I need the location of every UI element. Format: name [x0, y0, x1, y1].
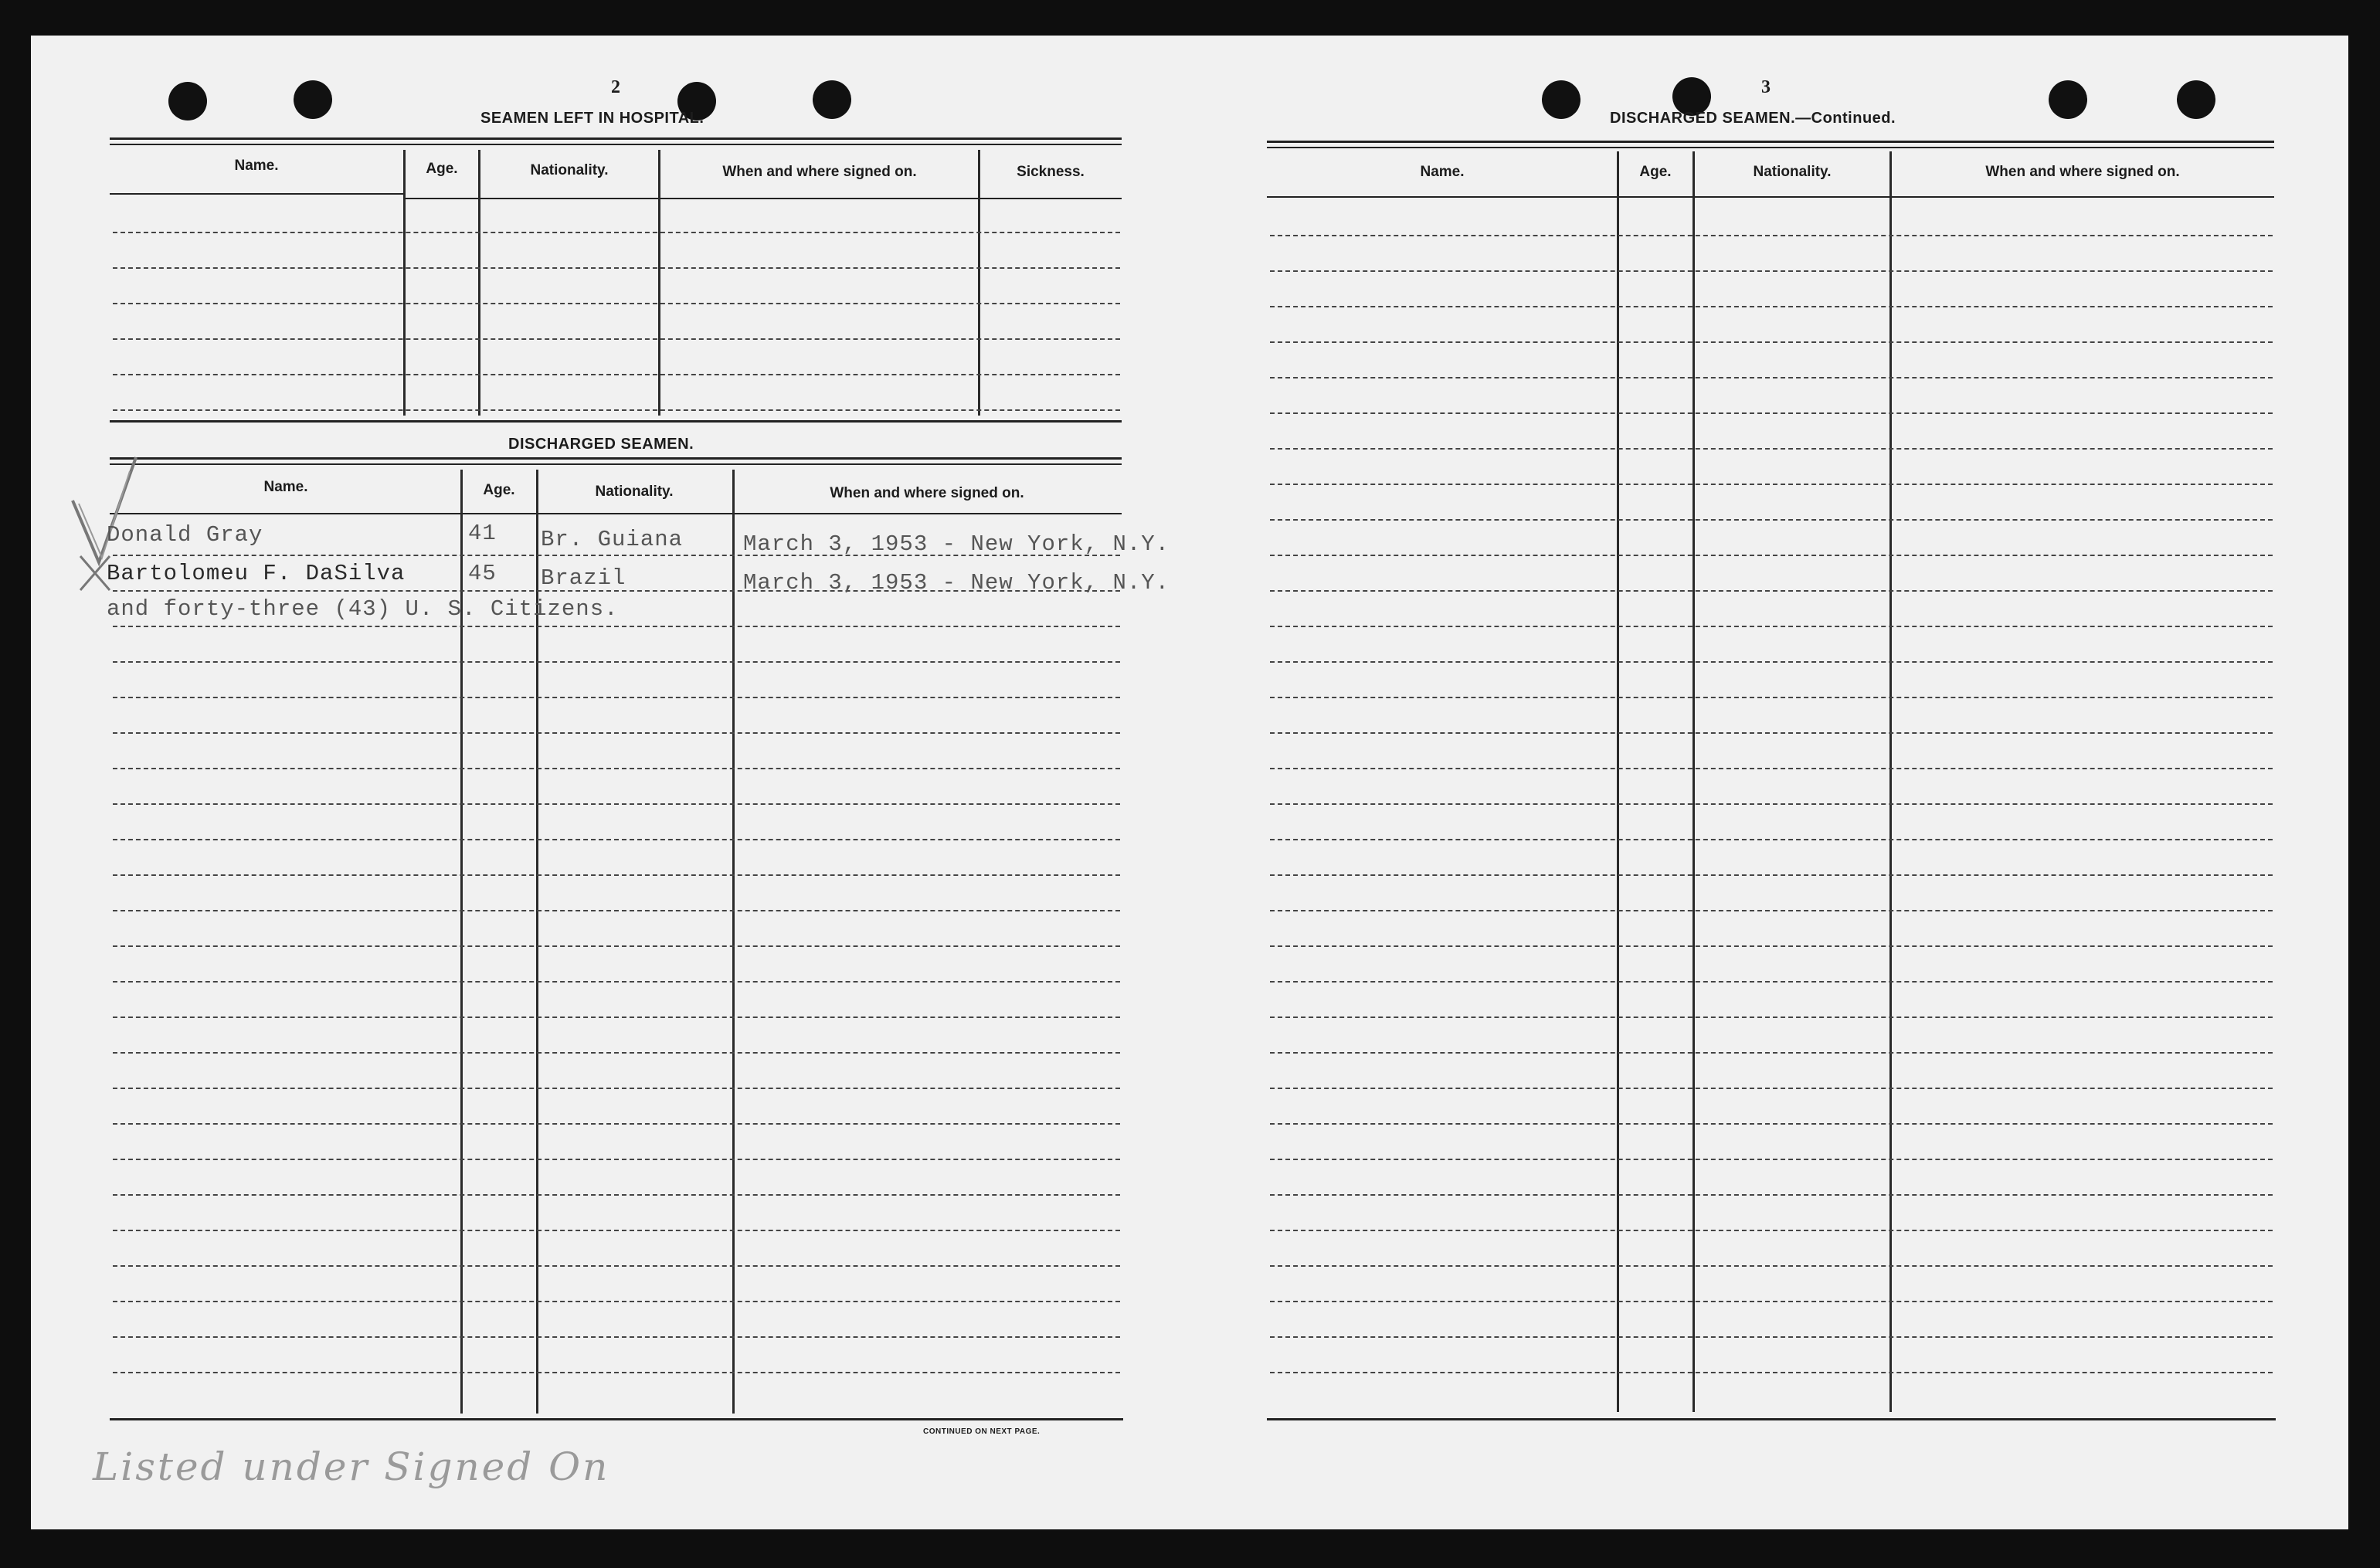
ruled-line	[1270, 945, 2273, 947]
seaman-2-age: 45	[468, 561, 497, 586]
seaman-1-name: Donald Gray	[107, 522, 263, 548]
ruled-line	[1270, 448, 2273, 450]
punch-hole	[1542, 80, 1580, 119]
ruled-line	[113, 1159, 1120, 1160]
right-col-divider	[1617, 151, 1619, 1412]
hospital-col-divider	[978, 150, 980, 416]
ruled-line	[113, 981, 1120, 983]
hospital-col-sickness: Sickness.	[1017, 164, 1085, 180]
handwritten-note: Listed under Signed On	[93, 1444, 610, 1489]
ruled-line	[1270, 306, 2273, 307]
hospital-header-rule	[110, 193, 403, 195]
us-citizens-note: and forty-three (43) U. S. Citizens.	[107, 596, 619, 622]
page-number-right: 3	[1761, 77, 1771, 97]
ruled-line	[1270, 839, 2273, 840]
right-col-divider	[1692, 151, 1695, 1412]
ruled-line	[113, 1265, 1120, 1267]
page-number-left: 2	[611, 77, 620, 97]
ruled-line	[1270, 341, 2273, 343]
discharged-col-age: Age.	[483, 482, 515, 498]
ruled-line	[113, 945, 1120, 947]
hospital-col-divider	[658, 150, 660, 416]
ruled-line	[113, 768, 1120, 769]
ruled-line	[1270, 732, 2273, 734]
hospital-section-title: SEAMEN LEFT IN HOSPITAL.	[480, 110, 704, 127]
discharged-col-nationality: Nationality.	[595, 484, 674, 500]
continued-footer: CONTINUED ON NEXT PAGE.	[923, 1427, 1041, 1436]
ruled-line	[113, 374, 1120, 375]
discharged-col-signed-on: When and where signed on.	[830, 485, 1024, 501]
seaman-1-signed-on: March 3, 1953 - New York, N.Y.	[743, 531, 1170, 557]
ruled-line	[113, 697, 1120, 698]
ruled-line	[113, 1372, 1120, 1373]
right-top-rule-2	[1267, 147, 2274, 148]
discharged-top-rule	[110, 457, 1122, 460]
punch-hole	[2049, 80, 2087, 119]
ruled-line	[1270, 1159, 2273, 1160]
ruled-line	[1270, 590, 2273, 592]
ruled-line	[1270, 697, 2273, 698]
discharged-continued-title: DISCHARGED SEAMEN.—Continued.	[1610, 110, 1896, 127]
discharged-section-title: DISCHARGED SEAMEN.	[508, 436, 694, 453]
ruled-line	[1270, 412, 2273, 414]
hospital-col-nationality: Nationality.	[530, 162, 609, 178]
document-sheet	[31, 36, 2348, 1529]
ruled-line	[113, 1052, 1120, 1054]
ruled-line	[1270, 377, 2273, 378]
ruled-line	[1270, 874, 2273, 876]
discharged-top-rule-2	[110, 463, 1122, 465]
ruled-line	[1270, 1265, 2273, 1267]
seaman-1-age: 41	[468, 521, 497, 546]
ruled-line	[1270, 768, 2273, 769]
ruled-line	[1270, 1372, 2273, 1373]
ruled-line	[1270, 1230, 2273, 1231]
ruled-line	[1270, 1088, 2273, 1089]
ruled-line	[1270, 519, 2273, 521]
ruled-line	[1270, 270, 2273, 272]
ruled-line	[113, 1230, 1120, 1231]
ruled-line	[113, 626, 1120, 627]
ruled-line	[1270, 981, 2273, 983]
ruled-line	[113, 874, 1120, 876]
ruled-line	[1270, 1123, 2273, 1125]
ruled-line	[1270, 1301, 2273, 1302]
hospital-col-signed-on: When and where signed on.	[722, 164, 917, 180]
ruled-line	[113, 910, 1120, 911]
right-header-rule	[1267, 196, 2274, 198]
right-col-signed-on: When and where signed on.	[1985, 164, 2180, 180]
ruled-line	[1270, 803, 2273, 805]
ruled-line	[1270, 910, 2273, 911]
hospital-bottom-rule	[110, 420, 1122, 423]
punch-hole	[2177, 80, 2215, 119]
discharged-col-name: Name.	[263, 479, 308, 495]
hospital-col-divider	[478, 150, 480, 416]
ruled-line	[113, 338, 1120, 340]
ruled-line	[1270, 235, 2273, 236]
ruled-line	[1270, 1194, 2273, 1196]
punch-hole	[813, 80, 851, 119]
hospital-top-rule-2	[110, 144, 1122, 145]
ruled-line	[113, 839, 1120, 840]
ruled-line	[113, 232, 1120, 233]
right-col-age: Age.	[1639, 164, 1672, 180]
ruled-line	[113, 1194, 1120, 1196]
seaman-1-nationality: Br. Guiana	[541, 527, 684, 552]
right-col-nationality: Nationality.	[1753, 164, 1832, 180]
ruled-line	[1270, 661, 2273, 663]
discharged-header-rule	[110, 513, 1122, 514]
ruled-line	[113, 1336, 1120, 1338]
hospital-col-divider	[403, 150, 406, 416]
ruled-line	[1270, 1052, 2273, 1054]
ruled-line	[1270, 626, 2273, 627]
seaman-2-nationality: Brazil	[541, 565, 626, 591]
ruled-line	[113, 1016, 1120, 1018]
ruled-line	[113, 661, 1120, 663]
ruled-line	[113, 1088, 1120, 1089]
hospital-header-rule	[403, 198, 1122, 199]
ruled-line	[1270, 484, 2273, 485]
ruled-line	[113, 1123, 1120, 1125]
ruled-line	[113, 409, 1120, 411]
hospital-col-name: Name.	[234, 158, 279, 174]
hospital-col-age: Age.	[426, 161, 458, 177]
ruled-line	[113, 732, 1120, 734]
ruled-line	[1270, 1336, 2273, 1338]
punch-hole	[294, 80, 332, 119]
seaman-2-name: Bartolomeu F. DaSilva	[107, 561, 406, 586]
punch-hole	[168, 82, 207, 120]
ruled-line	[1270, 555, 2273, 556]
discharged-col-divider	[732, 470, 735, 1414]
right-col-divider	[1889, 151, 1892, 1412]
seaman-2-signed-on: March 3, 1953 - New York, N.Y.	[743, 570, 1170, 596]
ruled-line	[113, 803, 1120, 805]
ruled-line	[113, 303, 1120, 304]
right-top-rule	[1267, 141, 2274, 143]
discharged-bottom-rule	[110, 1418, 1123, 1420]
right-col-name: Name.	[1420, 164, 1465, 180]
ruled-line	[1270, 1016, 2273, 1018]
hospital-top-rule	[110, 137, 1122, 140]
ruled-line	[113, 1301, 1120, 1302]
right-bottom-rule	[1267, 1418, 2276, 1420]
ruled-line	[113, 267, 1120, 269]
